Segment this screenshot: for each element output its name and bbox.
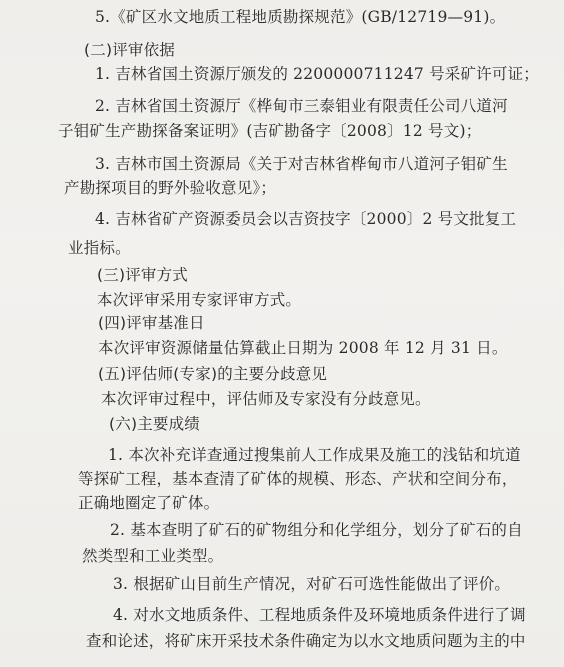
text-line: 2. 吉林省国土资源厅《桦甸市三泰钼业有限责任公司八道河 [95, 97, 508, 115]
section-heading: (五)评估师(专家)的主要分歧意见 [98, 365, 328, 383]
text-line: 本次评审过程中，评估师及专家没有分歧意见。 [101, 390, 431, 408]
text-line: 查和论述，将矿床开采技术条件确定为以水文地质问题为主的中 [86, 632, 526, 650]
text-line: 然类型和工业类型。 [82, 547, 224, 565]
text-line: 等探矿工程，基本查清了矿体的规模、形态、产状和空间分布， [78, 470, 518, 488]
text-line: 3. 吉林市国土资源局《关于对吉林省桦甸市八道河子钼矿生 [95, 155, 508, 173]
text-line: 业指标。 [68, 239, 131, 257]
text-line: 产勘探项目的野外验收意见》； [64, 179, 277, 197]
text-line: 子钼矿生产勘探备案证明》(吉矿勘备字〔2008〕12 号文)； [58, 122, 482, 140]
text-line: 本次评审资源储量估算截止日期为 2008 年 12 月 31 日。 [98, 339, 508, 357]
text-line: 2. 基本查明了矿石的矿物组分和化学组分，划分了矿石的自 [110, 521, 523, 539]
text-line: 本次评审采用专家评审方式。 [97, 291, 302, 309]
section-heading: (四)评审基准日 [98, 314, 205, 332]
text-line: 正确地圈定了矿体。 [78, 494, 220, 512]
text-line: 5.《矿区水文地质工程地质勘探规范》(GB/12719—91)。 [95, 8, 506, 26]
section-heading: (六)主要成绩 [109, 415, 200, 433]
text-line: 4. 对水文地质条件、工程地质条件及环境地质条件进行了调 [113, 606, 526, 624]
text-line: 1. 吉林省国土资源厅颁发的 2200000711247 号采矿许可证； [95, 65, 539, 83]
text-line: 4. 吉林省矿产资源委员会以吉资技字〔2000〕2 号文批复工 [95, 210, 517, 228]
text-line: 3. 根据矿山目前生产情况，对矿石可选性能做出了评价。 [113, 575, 511, 593]
section-heading: (三)评审方式 [97, 266, 188, 284]
section-heading: (二)评审依据 [84, 41, 175, 59]
text-line: 1. 本次补充详查通过搜集前人工作成果及施工的浅钻和坑道 [108, 446, 521, 464]
